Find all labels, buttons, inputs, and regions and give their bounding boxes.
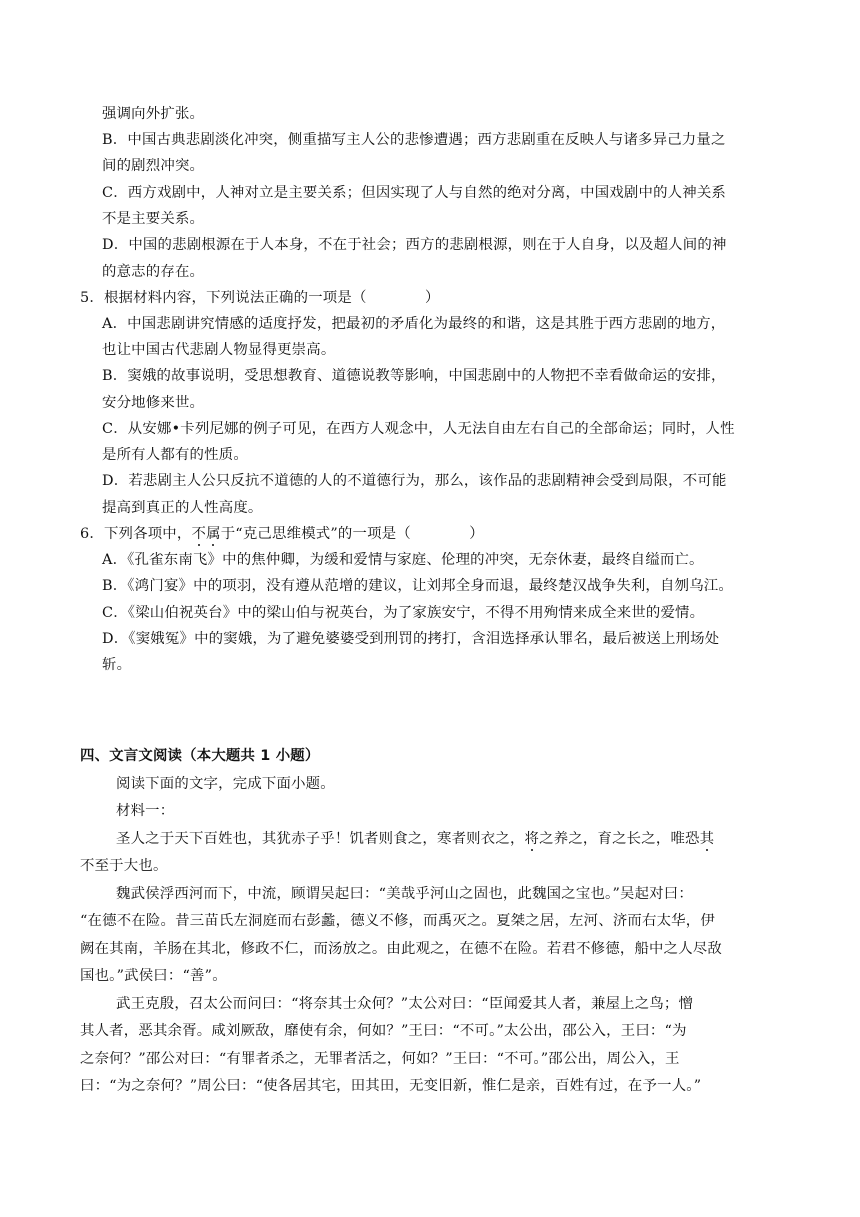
q6-option-b: B．《鸿门宴》中的项羽，没有遵从范增的建议，让刘邦全身而退，最终楚汉战争失利，自刎乌江。: [102, 578, 733, 594]
q4-option-a-tail: 强调向外扩张。: [102, 106, 205, 122]
q5-option-b: B．窦娥的故事说明，受思想教育、道德说教等影响，中国悲剧中的人物把不幸看做命运的安排，: [102, 368, 726, 384]
emphasis-char: 属: [206, 526, 221, 542]
q5-option-a-cont: 也让中国古代悲剧人物显得更崇高。: [102, 342, 336, 358]
q6-stem-suffix: 于“克己思维模式”的一项是（ ）: [220, 526, 484, 542]
passage-p2-line2: “在德不在险。昔三苗氏左洞庭而右彭蠡，德义不修，而禹灭之。夏桀之居，左河、济而右太华，伊: [80, 913, 715, 929]
q4-option-c: C．西方戏剧中，人神对立是主要关系；但因实现了人与自然的绝对分离，中国戏剧中的人神关系: [102, 185, 727, 201]
q5-option-d-cont: 提高到真正的人性高度。: [102, 500, 263, 516]
q6-stem: [80, 524, 484, 544]
emphasis-char: 不: [191, 526, 207, 542]
q5-option-c-cont: 是所有人都有的性质。: [102, 447, 248, 463]
q6-option-a: A．《孔雀东南飞》中的焦仲卿，为缓和爱情与家庭、伦理的冲突，无奈休妻，最终自缢而亡。: [102, 552, 704, 568]
passage-p2-line1: 魏武侯浮西河而下，中流，顾谓吴起曰：“美哉乎河山之固也，此魏国之宝也。”吴起对曰：: [116, 886, 693, 902]
reading-instruction: 阅读下面的文字，完成下面小题。: [116, 776, 335, 792]
q6-stem-prefix: 6．下列各项中，: [80, 526, 192, 542]
emphasis-char: 其: [699, 831, 715, 847]
passage-p3-line1: 武王克殷，召太公而问曰：“将奈其士众何？”太公对曰：“臣闻爱其人者，兼屋上之鸟；憎: [116, 996, 694, 1012]
q5-option-b-cont: 安分地修来世。: [102, 395, 205, 411]
passage-p3-line2: 其人者，恶其余胥。咸刘厥敌，靡使有余，何如？”王曰：“不可。”太公出，邵公入，王曰：“为: [80, 1023, 687, 1039]
passage-p2-line4: 国也。”武侯曰：“善”。: [80, 968, 227, 984]
q6-option-c: C．《梁山伯祝英台》中的梁山伯与祝英台，为了家族安宁，不得不用殉情来成全来世的爱情。: [102, 605, 705, 621]
passage-p2-line3: 阙在其南，羊肠在其北，修政不仁，而汤放之。由此观之，在德不在险。若君不修德，船中之人尽敌: [80, 941, 722, 957]
q5-option-c: C．从安娜•卡列尼娜的例子可见，在西方人观念中，人无法自由左右自己的全部命运；同时，人性: [102, 421, 735, 437]
q5-stem: 5．根据材料内容，下列说法正确的一项是（ ）: [80, 290, 440, 306]
section-heading: 四、文言文阅读（本大题共 1 小题）: [80, 748, 320, 764]
q4-option-b: B．中国古典悲剧淡化冲突，侧重描写主人公的悲惨遭遇；西方悲剧重在反映人与诸多异己力量之: [102, 132, 726, 148]
q4-option-c-cont: 不是主要关系。: [102, 211, 205, 227]
q6-option-d: D．《窦娥冤》中的窦娥，为了避免婆婆受到刑罚的拷打，含泪选择承认罪名，最后被送上刑场处: [102, 631, 720, 647]
q6-option-d-cont: 斩。: [102, 657, 132, 673]
passage-p1-line2: 不至于大也。: [80, 858, 168, 874]
q5-option-a: A．中国悲剧讲究情感的适度抒发，把最初的矛盾化为最终的和谐，这是其胜于西方悲剧的地方，: [102, 316, 726, 332]
passage-p1-line1: 圣人之于天下百姓也，其犹赤子乎！饥者则食之，寒者则衣之，将之养之，育之长之，唯恐其: [116, 831, 715, 847]
emphasis-char: 将: [524, 831, 540, 847]
q4-option-b-cont: 间的剧烈冲突。: [102, 158, 205, 174]
q4-option-d: D．中国的悲剧根源在于人本身，不在于社会；西方的悲剧根源，则在于人自身，以及超人间的神: [102, 237, 727, 253]
passage-p3-line4: 曰：“为之奈何？”周公曰：“使各居其宅，田其田，无变旧新，惟仁是亲，百姓有过，在予一人。”: [80, 1078, 702, 1094]
q4-option-d-cont: 的意志的存在。: [102, 264, 205, 280]
q5-option-d: D．若悲剧主人公只反抗不道德的人的不道德行为，那么，该作品的悲剧精神会受到局限，不可能: [102, 473, 727, 489]
material-label: 材料一：: [116, 803, 175, 819]
passage-p3-line3: 之奈何？”邵公对曰：“有罪者杀之，无罪者活之，何如？”王曰：“不可。”邵公出，周公入，王: [80, 1051, 680, 1067]
